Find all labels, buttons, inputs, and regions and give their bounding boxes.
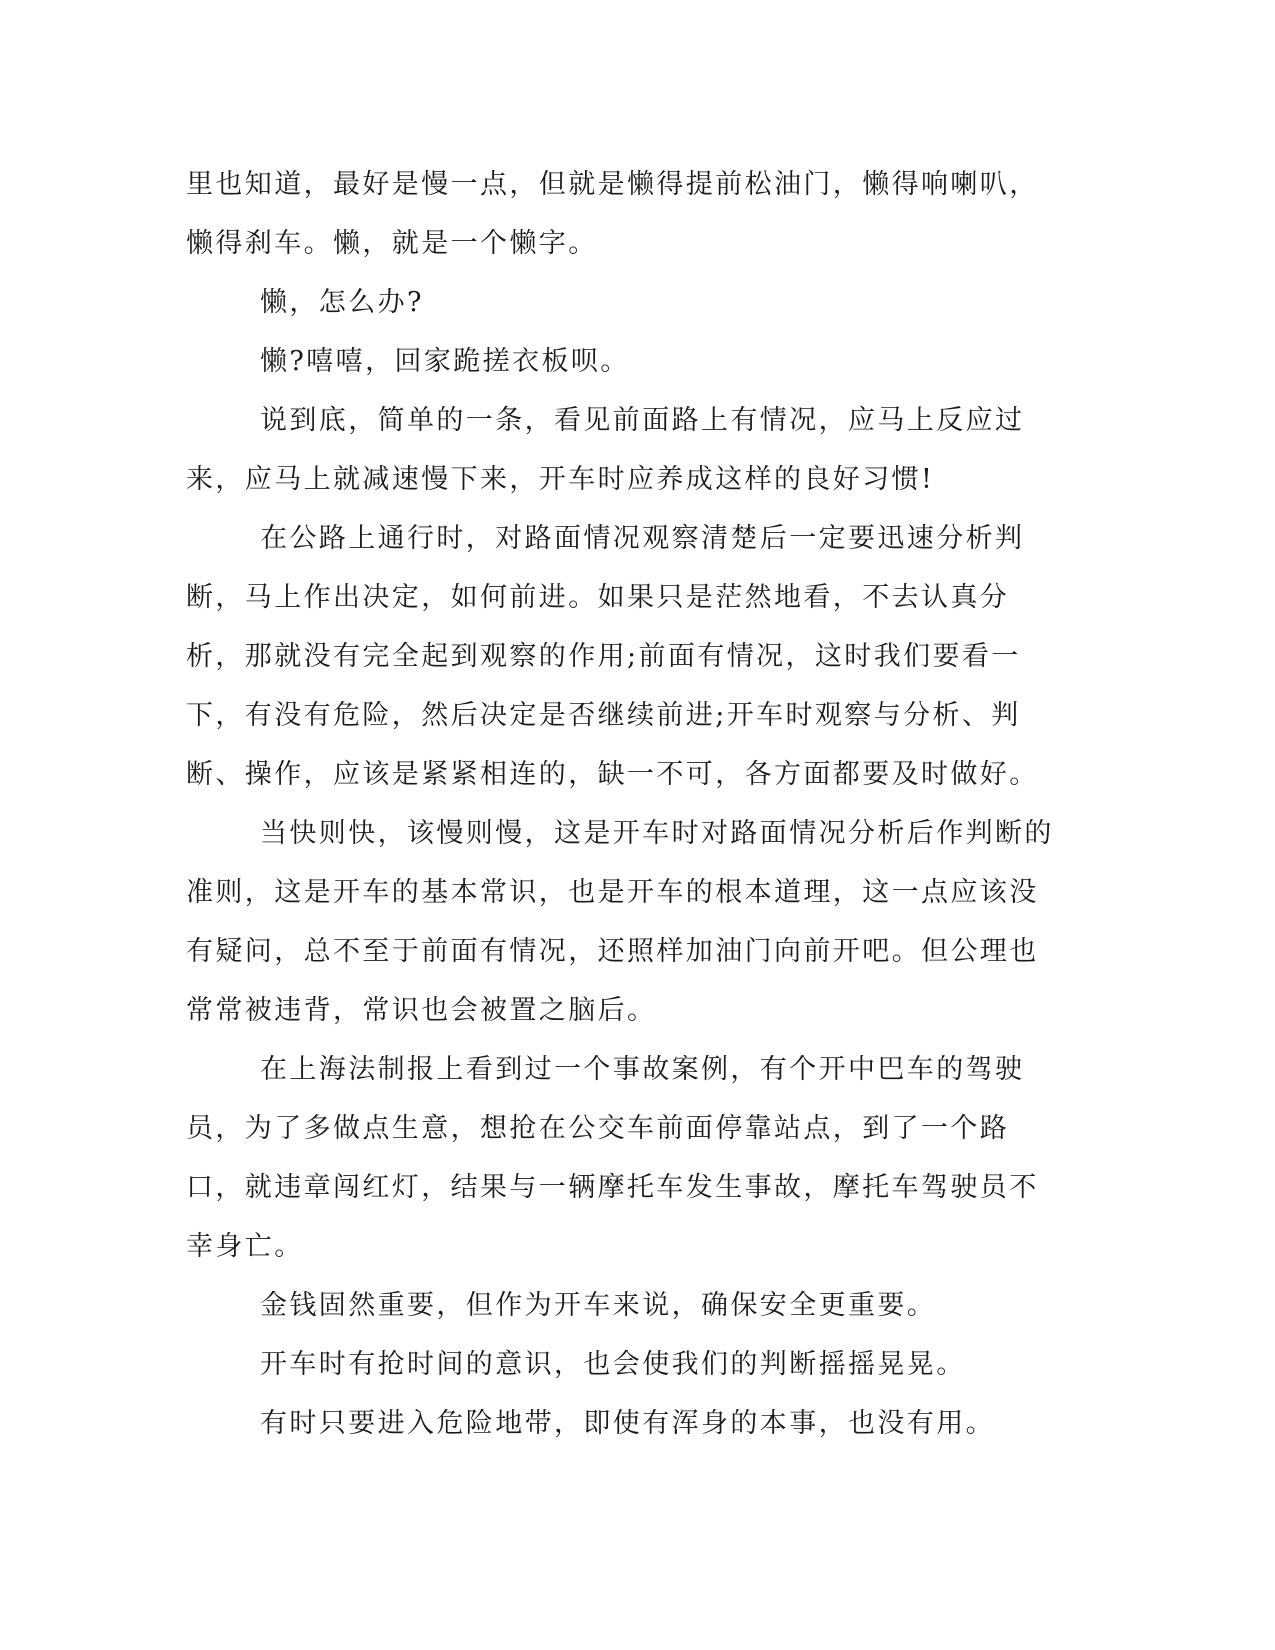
paragraph: 当快则快，该慢则慢，这是开车时对路面情况分析后作判断的准则，这是开车的基本常识，也是开车的根本道理，这一点应该没有疑问，总不至于前面有情况，还照样加油门向前开吧。但公理也常常被违背，常识也会被置之脑后。 (186, 818, 1054, 1026)
paragraph: 懒，怎么办? (260, 287, 424, 318)
body-text (186, 155, 1066, 1453)
paragraph: 有时只要进入危险地带，即使有浑身的本事，也没有用。 (260, 1408, 995, 1439)
paragraph: 懒?嘻嘻，回家跪搓衣板呗。 (260, 346, 630, 377)
paragraph: 在上海法制报上看到过一个事故案例，有个开中巴车的驾驶员，为了多做点生意，想抢在公交车前面停靠站点，到了一个路口，就违章闯红灯，结果与一辆摩托车发生事故，摩托车驾驶员不幸身亡。 (186, 1054, 1039, 1262)
paragraph: 金钱固然重要，但作为开车来说，确保安全更重要。 (260, 1290, 937, 1321)
paragraph: 开车时有抢时间的意识，也会使我们的判断摇摇晃晃。 (260, 1349, 966, 1380)
paragraph: 在公路上通行时，对路面情况观察清楚后一定要迅速分析判断，马上作出决定，如何前进。如果只是茫然地看，不去认真分析，那就没有完全起到观察的作用;前面有情况，这时我们要看一下，有没有危险，然后决定是否继续前进;开车时观察与分析、判断、操作，应该是紧紧相连的，缺一不可，各方面都要及时做好。 (186, 523, 1039, 790)
paragraph: 里也知道，最好是慢一点，但就是懒得提前松油门，懒得响喇叭，懒得刹车。懒，就是一个懒字。 (186, 169, 1039, 259)
paragraph: 说到底，简单的一条，看见前面路上有情况，应马上反应过来，应马上就减速慢下来，开车时应养成这样的良好习惯! (186, 405, 1025, 495)
